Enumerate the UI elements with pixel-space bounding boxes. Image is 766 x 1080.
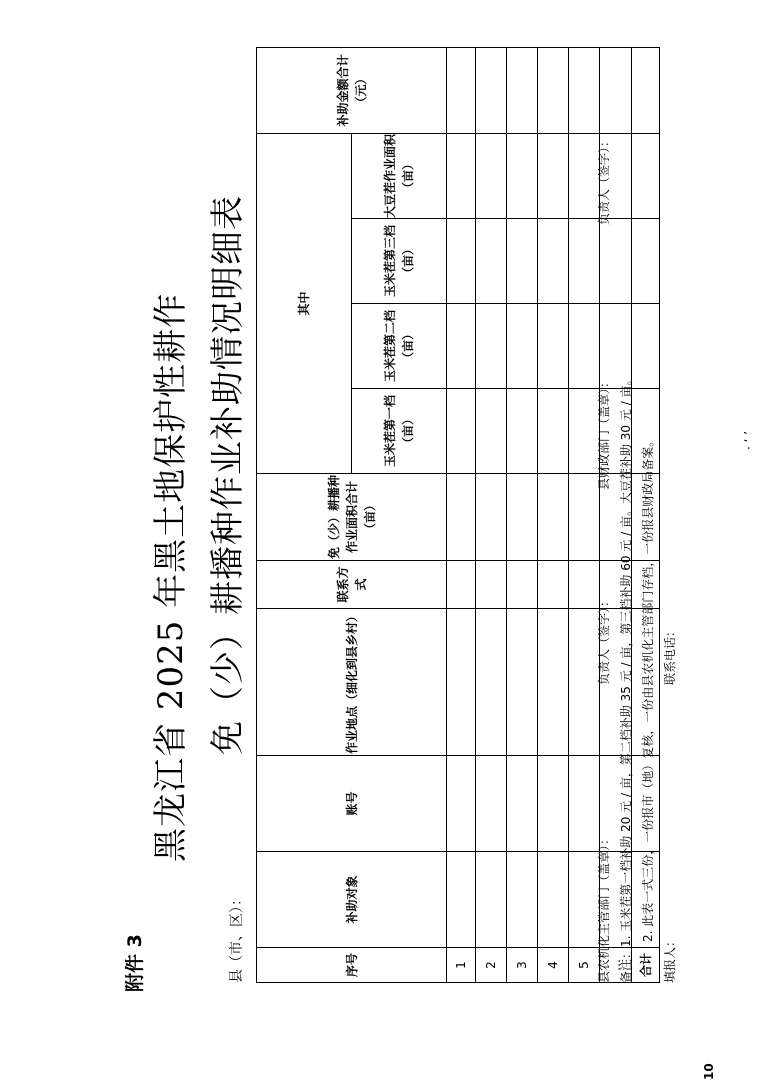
table-cell <box>632 304 660 389</box>
table-cell <box>538 852 569 948</box>
table-cell <box>507 756 538 852</box>
table-cell <box>476 389 507 474</box>
table-cell <box>447 561 476 609</box>
table-cell <box>507 561 538 609</box>
header-account: 账号 <box>257 756 447 852</box>
header-corn-tier2: 玉米茬第二档（亩） <box>352 304 447 389</box>
table-cell <box>569 219 600 304</box>
note-2: 2. 此表一式三份，一份报市（地）复核，一份由县农机化主管部门存档，一份报县财政局备案。 <box>641 434 655 942</box>
sig-agri-dept: 县农机化主管部门（盖章）： <box>597 832 611 983</box>
page-title-line1: 黑龙江省 2025 年黑土地保护性耕作 <box>151 292 191 862</box>
table-cell <box>447 134 476 219</box>
table-cell <box>538 219 569 304</box>
sig-finance-head: 负责人（签字）： <box>597 134 611 225</box>
header-among: 其中 <box>257 134 352 474</box>
header-contact: 联系方式 <box>257 561 447 609</box>
header-target: 补助对象 <box>257 852 447 948</box>
scan-marks: · ‘ ’ <box>742 430 756 450</box>
filler-label: 填报人： <box>663 934 677 983</box>
table-cell <box>476 304 507 389</box>
table-cell <box>507 48 538 134</box>
table-cell <box>476 48 507 134</box>
table-row <box>447 48 476 983</box>
row-seq-cell: 2 <box>476 948 507 983</box>
table-cell <box>569 48 600 134</box>
row-seq-cell: … <box>600 948 632 983</box>
table-cell <box>507 304 538 389</box>
table-cell <box>538 134 569 219</box>
table-cell <box>632 134 660 219</box>
table-cell <box>507 609 538 756</box>
table-cell <box>538 389 569 474</box>
table-cell <box>476 561 507 609</box>
county-label: 县（市、区）： <box>229 892 245 983</box>
row-seq-cell: 3 <box>507 948 538 983</box>
table-cell <box>600 219 632 304</box>
table-row <box>538 48 569 983</box>
row-seq-cell: 5 <box>569 948 600 983</box>
table-cell <box>507 474 538 561</box>
table-cell <box>476 756 507 852</box>
table-cell <box>538 561 569 609</box>
table-cell <box>538 756 569 852</box>
table-cell <box>476 609 507 756</box>
table-cell <box>447 48 476 134</box>
table-cell <box>447 389 476 474</box>
table-cell <box>600 48 632 134</box>
header-site: 作业地点（细化到县乡村） <box>257 609 447 756</box>
table-cell <box>507 389 538 474</box>
table-cell <box>632 48 660 134</box>
header-seq: 序号 <box>257 948 447 983</box>
sig-agri-head: 负责人（签字）： <box>597 594 611 685</box>
table-cell <box>447 474 476 561</box>
header-soybean: 大豆茬作业面积（亩） <box>352 134 447 219</box>
header-corn-tier3: 玉米茬第三档（亩） <box>352 219 447 304</box>
table-cell <box>538 304 569 389</box>
table-cell <box>447 219 476 304</box>
table-cell <box>476 134 507 219</box>
note-1: 备注：1. 玉米茬第一档补助 20 元 / 亩，第二档补助 35 元 / 亩，第三档补助 60 元 / 亩。大豆茬补助 30 元 / 亩。 <box>619 373 633 983</box>
table-cell <box>476 219 507 304</box>
phone-label: 联系电话： <box>663 624 677 685</box>
table-cell <box>632 219 660 304</box>
header-area-total: 免（少）耕播种作业面积合计（亩） <box>257 474 447 561</box>
table-cell <box>476 474 507 561</box>
table-cell <box>507 219 538 304</box>
row-seq-cell: 1 <box>447 948 476 983</box>
table-cell <box>447 756 476 852</box>
row-seq-cell: 4 <box>538 948 569 983</box>
table-cell <box>447 852 476 948</box>
table-cell <box>447 304 476 389</box>
header-amount: 补助金额合计（元） <box>257 48 447 134</box>
table-cell <box>538 609 569 756</box>
page-title-line2: 免（少）耕播种作业补助情况明细表 <box>208 195 248 755</box>
table-cell <box>476 852 507 948</box>
table-cell <box>507 852 538 948</box>
table-row <box>507 48 538 983</box>
table-cell <box>447 609 476 756</box>
page-number: 10 <box>702 1063 716 1080</box>
table-cell <box>507 134 538 219</box>
table-cell <box>538 474 569 561</box>
annex-label: 附件 3 <box>124 934 146 992</box>
table-row <box>476 48 507 983</box>
table-cell <box>538 48 569 134</box>
sig-finance-dept: 县财政部门（盖章）： <box>597 375 611 490</box>
row-seq-cell: 合计 <box>632 948 660 983</box>
header-corn-tier1: 玉米茬第一档（亩） <box>352 389 447 474</box>
